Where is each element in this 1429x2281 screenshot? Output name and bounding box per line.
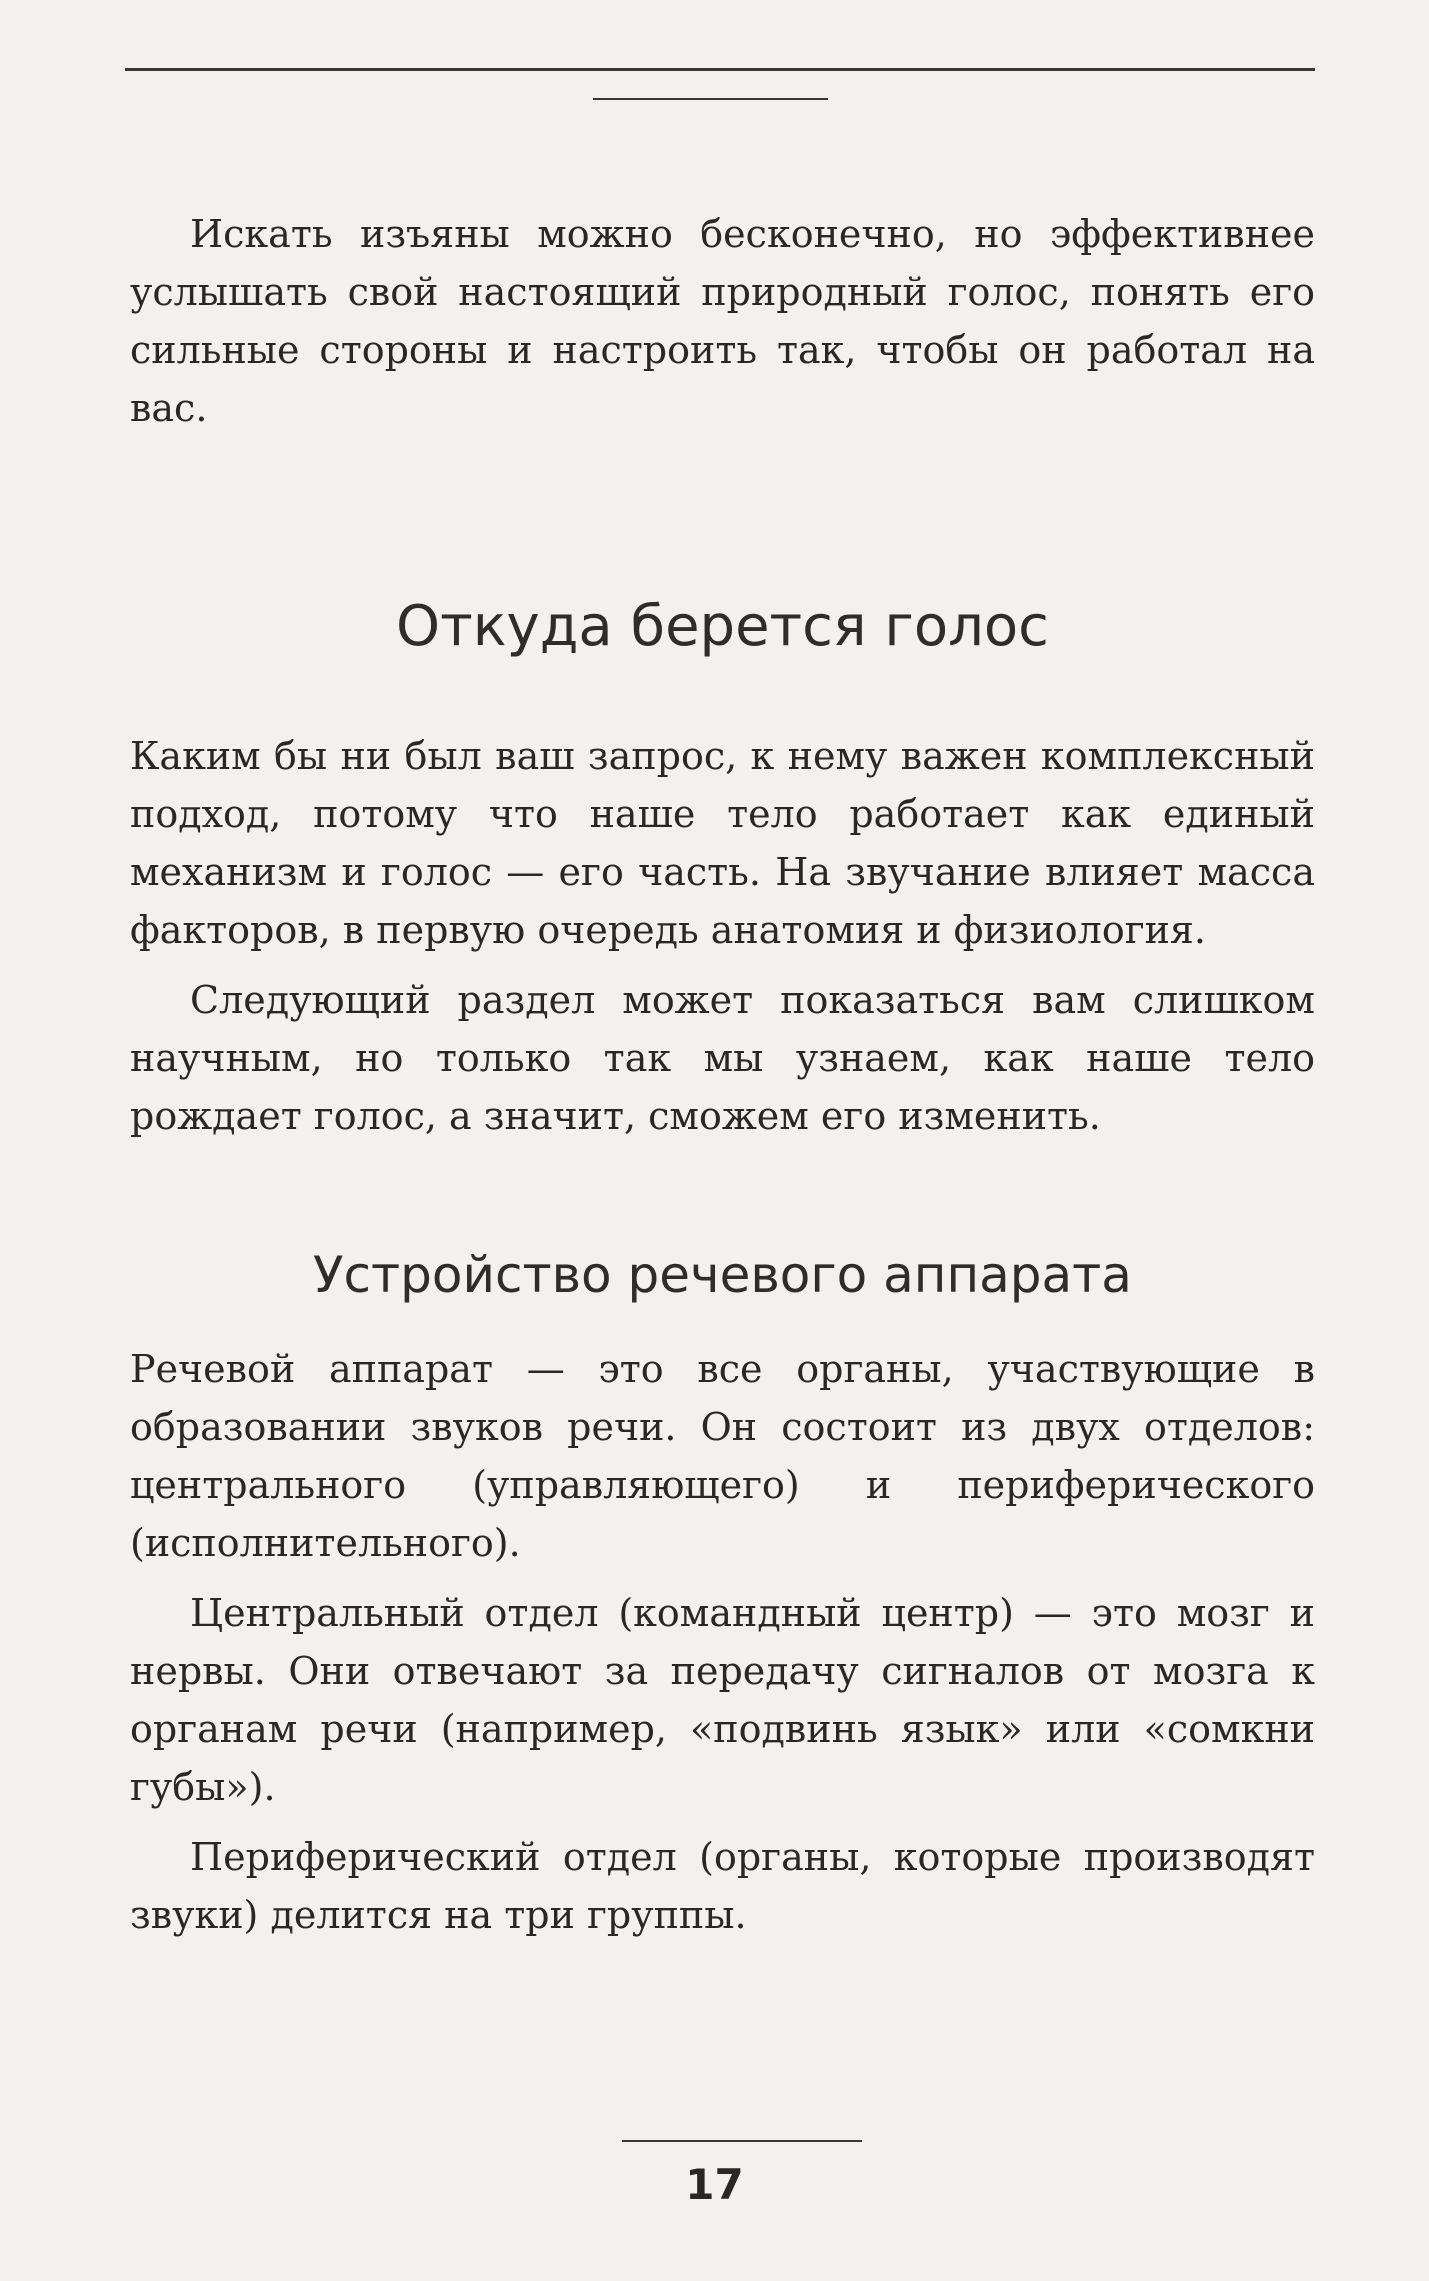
page-body: [130, 205, 1315, 1944]
paragraph: Периферический отдел (органы, которые производят звуки) делится на три группы.: [130, 1835, 1315, 1937]
paragraph: Каким бы ни был ваш запрос, к нему важен комплексный подход, потому что наше тело работает как единый механизм и голос — его часть. На звучание влияет масса факторов, в первую очередь анатомия и физиология.: [130, 734, 1315, 952]
paragraph: Центральный отдел (командный центр) — это мозг и нервы. Они отвечают за передачу сигналов от мозга к органам речи (например, «подвинь язык» или «сомкни губы»).: [130, 1591, 1315, 1809]
header-rule: [125, 68, 1315, 71]
footer-rule: [622, 2140, 862, 2142]
intro-paragraph: Искать изъяны можно бесконечно, но эффективнее услышать свой настоящий природный голос, понять его сильные стороны и настроить так, чтобы он работал на вас.: [130, 212, 1315, 430]
page-number: 17: [685, 2160, 744, 2209]
paragraph: Речевой аппарат — это все органы, участвующие в образовании звуков речи. Он состоит из двух отделов: центрального (управляющего) и периферического (исполнительного).: [130, 1347, 1315, 1565]
subsection-heading: Устройство речевого аппарата: [313, 1246, 1132, 1304]
header-rule-short: [593, 98, 828, 100]
section-heading: Откуда берется голос: [396, 594, 1049, 659]
paragraph: Следующий раздел может показаться вам слишком научным, но только так мы узнаем, как наше тело рождает голос, а значит, сможем его изменить.: [130, 978, 1315, 1138]
